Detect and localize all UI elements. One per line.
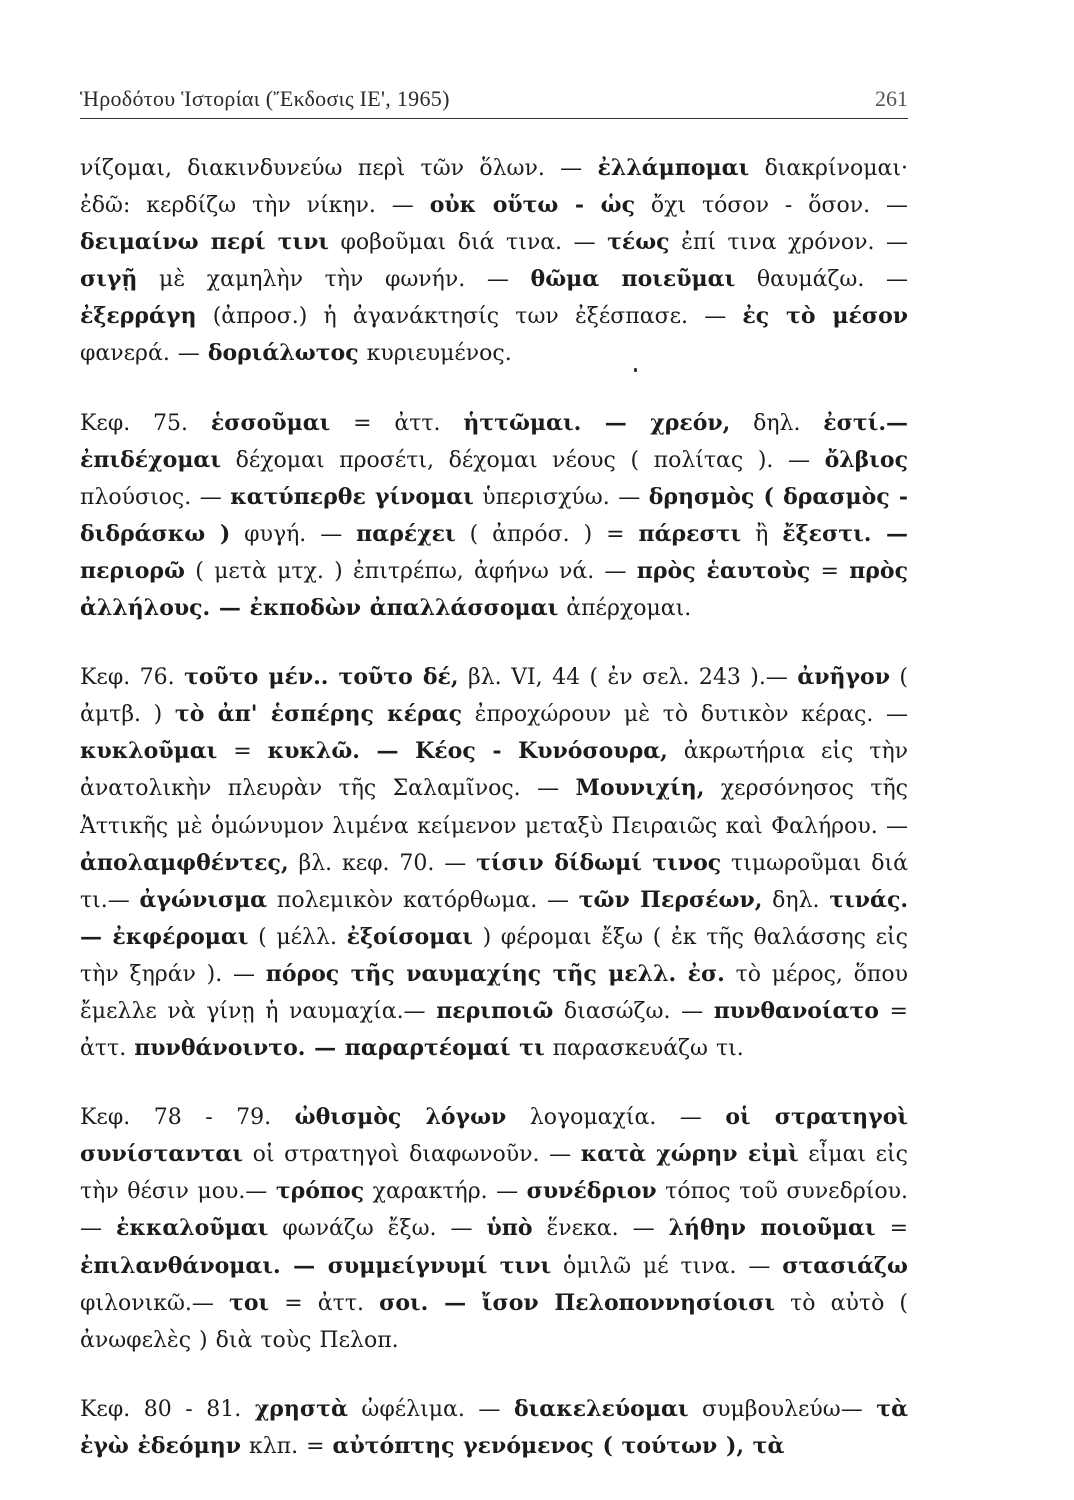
headword: τινάς. — ἐκφέρομαι xyxy=(80,886,908,950)
headword: τίσιν δίδωμί τινος xyxy=(476,849,722,876)
headword: κατὰ χώρην εἰμὶ xyxy=(580,1141,799,1168)
gloss-text: φοβοῦμαι διά τινα. — xyxy=(329,230,608,256)
gloss-text: δέχομαι προσέτι, δέχομαι νέους ( πολίτας ). — xyxy=(221,447,825,473)
gloss-text: ( ἀπρόσ. ) = xyxy=(455,521,639,547)
headword: οἱ στρατηγοὶ συνίστανται xyxy=(80,1104,909,1168)
gloss-text: διακρίνομαι· ἐδῶ: κερδίζω τὴν νίκην. — xyxy=(80,156,908,219)
headword: ἑσσοῦμαι xyxy=(210,409,331,436)
gloss-text: θαυμάζω. — xyxy=(735,267,908,293)
gloss-text: Κεφ. 78 - 79. xyxy=(80,1105,295,1131)
gloss-text: = ἀττ. xyxy=(269,1290,380,1316)
gloss-text: συμβουλεύω— xyxy=(688,1396,877,1422)
headword: τοῦτο μέν.. τοῦτο δέ, xyxy=(184,664,459,691)
headword: δρησμὸς ( δρασμὸς - διδράσκω ) xyxy=(80,483,908,547)
gloss-text: δηλ. xyxy=(762,887,830,913)
headword: σιγῇ xyxy=(80,266,138,293)
headword: κυκλοῦμαι xyxy=(80,738,218,765)
gloss-text: ἐπί τινα χρόνον. — xyxy=(669,230,909,256)
gloss-text: ἀκρωτήρια εἰς τὴν ἀνατολικὴν πλευρὰν τῆς Σαλαμῖνος. — xyxy=(80,739,909,802)
headword: οὐκ οὕτω - ὡς xyxy=(429,192,635,219)
headword: τοι xyxy=(229,1289,270,1316)
gloss-text: ὄχι τόσον - ὅσον. — xyxy=(634,193,908,219)
headword: συνέδριον xyxy=(526,1178,657,1205)
gloss-text: (ἀπροσ.) ἡ ἀγανάκτησίς των ἐξέσπασε. — xyxy=(196,304,743,330)
gloss-text: χαρακτήρ. — xyxy=(364,1179,527,1205)
headword: ὄλβιος xyxy=(824,446,908,473)
gloss-text: = xyxy=(217,739,268,765)
headword: ἐς τὸ μέσον xyxy=(742,303,909,330)
gloss-text: παρασκευάζω τι. xyxy=(544,1036,744,1062)
running-header xyxy=(80,86,908,118)
headword: περιποιῶ xyxy=(436,997,554,1024)
gloss-text: χερσόνησος τῆς Ἀττικῆς μὲ ὁμώνυμον λιμένα κείμενον μεταξὺ Πειραιῶς καὶ Φαλήρου. — xyxy=(80,776,908,839)
gloss-text: οἱ στρατηγοὶ διαφωνοῦν. — xyxy=(243,1142,581,1168)
headword: ἐπιλανθάνομαι. — συμμείγνυμί τινι xyxy=(80,1252,552,1279)
gloss-text: μὲ χαμηλὴν τὴν φωνήν. — xyxy=(137,267,531,293)
headword: ἀγώνισμα xyxy=(139,886,268,913)
gloss-text: = ἀττ. xyxy=(80,998,908,1062)
gloss-text: τόπος τοῦ συνεδρίου. — xyxy=(80,1179,908,1242)
gloss-text: τὸ αὐτὸ ( ἀνωφελὲς ) διὰ τοὺς Πελοπ. xyxy=(80,1290,908,1353)
headword: χρηστὰ xyxy=(254,1395,348,1422)
headword: ἐξοίσομαι xyxy=(346,923,473,950)
gloss-text: ( μετὰ μτχ. ) ἐπιτρέπω, ἀφήνω νά. — xyxy=(185,558,637,584)
headword: λήθην ποιοῦμαι xyxy=(668,1215,876,1242)
gloss-text: νίζομαι, διακινδυνεύω περὶ τῶν ὅλων. — xyxy=(80,156,598,181)
headword: ὑπὸ xyxy=(486,1215,533,1242)
gloss-text: φυγή. — xyxy=(230,521,357,547)
headword: ἐξερράγη xyxy=(80,303,197,330)
gloss-text: ἕνεκα. — xyxy=(532,1216,669,1242)
gloss-text: ἢ xyxy=(741,521,783,547)
headword: ἐλλάμπομαι xyxy=(597,155,750,181)
gloss-text: ( μέλλ. xyxy=(248,924,347,950)
headword: πρὸς ἑαυτοὺς xyxy=(636,557,811,584)
gloss-text: ὑπερισχύω. — xyxy=(473,484,649,510)
gloss-text: φιλονικῶ.— xyxy=(80,1290,230,1316)
headword: πρὸς ἀλλήλους. — ἐκποδὼν ἀπαλλάσσομαι xyxy=(80,557,908,622)
headword: πυνθάνοιντο. — παραρτέομαί τι xyxy=(134,1035,545,1062)
gloss-text: τιμωροῦμαι διά τι.— xyxy=(80,850,908,913)
headword: ἀπολαμφθέντες, xyxy=(80,849,289,876)
gloss-text: βλ. VI, 44 ( ἐν σελ. 243 ).— xyxy=(458,665,798,691)
headword: ἐστί.— ἐπιδέχομαι xyxy=(80,409,908,473)
headword: τὸ ἀπ' ἑσπέρης κέρας xyxy=(174,701,462,728)
gloss-text: Κεφ. 76. xyxy=(80,665,185,691)
headword: ἔξεστι. — περιορῶ xyxy=(80,520,908,584)
headword: ἡττῶμαι. — χρεόν, xyxy=(463,409,731,436)
gloss-text: = ἀττ. xyxy=(330,410,464,436)
gloss-text: ὁμιλῶ μέ τινα. — xyxy=(551,1253,783,1279)
gloss-text: ἐπροχώρουν μὲ τὸ δυτικὸν κέρας. — xyxy=(461,702,909,728)
paragraph-chapter-75 xyxy=(80,405,908,628)
gloss-text: Κεφ. 75. xyxy=(80,410,211,436)
gloss-text: πλούσιος. — xyxy=(80,484,231,510)
gloss-text: φωνάζω ἔξω. — xyxy=(268,1216,487,1242)
headword: κατύπερθε γίνομαι xyxy=(230,483,474,510)
gloss-text: κυριευμένος. xyxy=(358,341,512,367)
header-title: Ἡροδότου Ἱστορίαι (Ἔκδοσις ΙΕ', 1965) xyxy=(80,86,450,111)
headword: πυνθανοίατο xyxy=(713,997,879,1024)
headword: πόρος τῆς ναυμαχίης τῆς μελλ. ἐσ. xyxy=(265,960,725,987)
headword: Μουνιχίη, xyxy=(575,775,705,802)
gloss-text: φανερά. — xyxy=(80,341,208,367)
headword: σοι. — ἴσον Πελοποννησίοισι xyxy=(379,1289,776,1316)
headword: διακελεύομαι xyxy=(513,1395,689,1422)
headword: παρέχει xyxy=(356,520,456,547)
gloss-text: ( ἀμτβ. ) xyxy=(80,665,908,728)
gloss-text: ἀπέρχομαι. xyxy=(558,596,692,622)
page-body xyxy=(80,150,908,1465)
gloss-text: = xyxy=(875,1216,909,1242)
page-number: 261 xyxy=(875,86,908,111)
paragraph-1 xyxy=(80,150,908,373)
headword: πάρεστι xyxy=(638,520,742,547)
paragraph-chapter-76 xyxy=(80,659,908,1067)
gloss-text: τὸ μέρος, ὅπου ἔμελλε νὰ γίνῃ ἡ ναυμαχία.— xyxy=(80,961,908,1024)
headword: ἀνῆγον xyxy=(797,664,890,691)
paragraph-chapter-78-79 xyxy=(80,1099,908,1359)
headword: θῶμα ποιεῦμαι xyxy=(530,266,736,293)
headword: κυκλῶ. — Κέος - Κυνόσουρα, xyxy=(267,738,668,765)
header-rule xyxy=(80,118,908,119)
headword: στασιάζω xyxy=(782,1252,909,1279)
gloss-text: κλπ. = xyxy=(240,1433,333,1459)
headword: τῶν Περσέων, xyxy=(578,886,763,913)
headword: ὠθισμὸς λόγων xyxy=(294,1104,507,1131)
gloss-text: ) φέρομαι ἔξω ( ἐκ τῆς θαλάσσης εἰς τὴν ξηράν ). — xyxy=(80,924,908,987)
headword: τρόπος xyxy=(275,1178,365,1205)
gloss-text: ὠφέλιμα. — xyxy=(347,1396,514,1422)
gloss-text: δηλ. xyxy=(730,410,824,436)
headword: δοριάλωτος xyxy=(207,340,359,367)
headword: τὰ ἐγὼ ἐδεόμην xyxy=(80,1395,909,1459)
gloss-text: βλ. κεφ. 70. — xyxy=(288,850,477,876)
gloss-text: Κεφ. 80 - 81. xyxy=(80,1396,255,1422)
paragraph-chapter-80-81 xyxy=(80,1391,908,1465)
gloss-text: εἶμαι εἰς τὴν θέσιν μου.— xyxy=(80,1142,908,1205)
headword: δειμαίνω περί τινι xyxy=(80,229,330,256)
headword: αὐτόπτης γενόμενος ( τούτων ), τὰ xyxy=(332,1432,785,1459)
headword: τέως xyxy=(607,229,670,256)
ink-speck xyxy=(634,368,637,372)
gloss-text: λογομαχία. — xyxy=(506,1105,726,1131)
headword: ἐκκαλοῦμαι xyxy=(115,1215,269,1242)
gloss-text: διασώζω. — xyxy=(553,998,714,1024)
gloss-text: = xyxy=(810,558,850,584)
gloss-text: πολεμικὸν κατόρθωμα. — xyxy=(267,887,579,913)
